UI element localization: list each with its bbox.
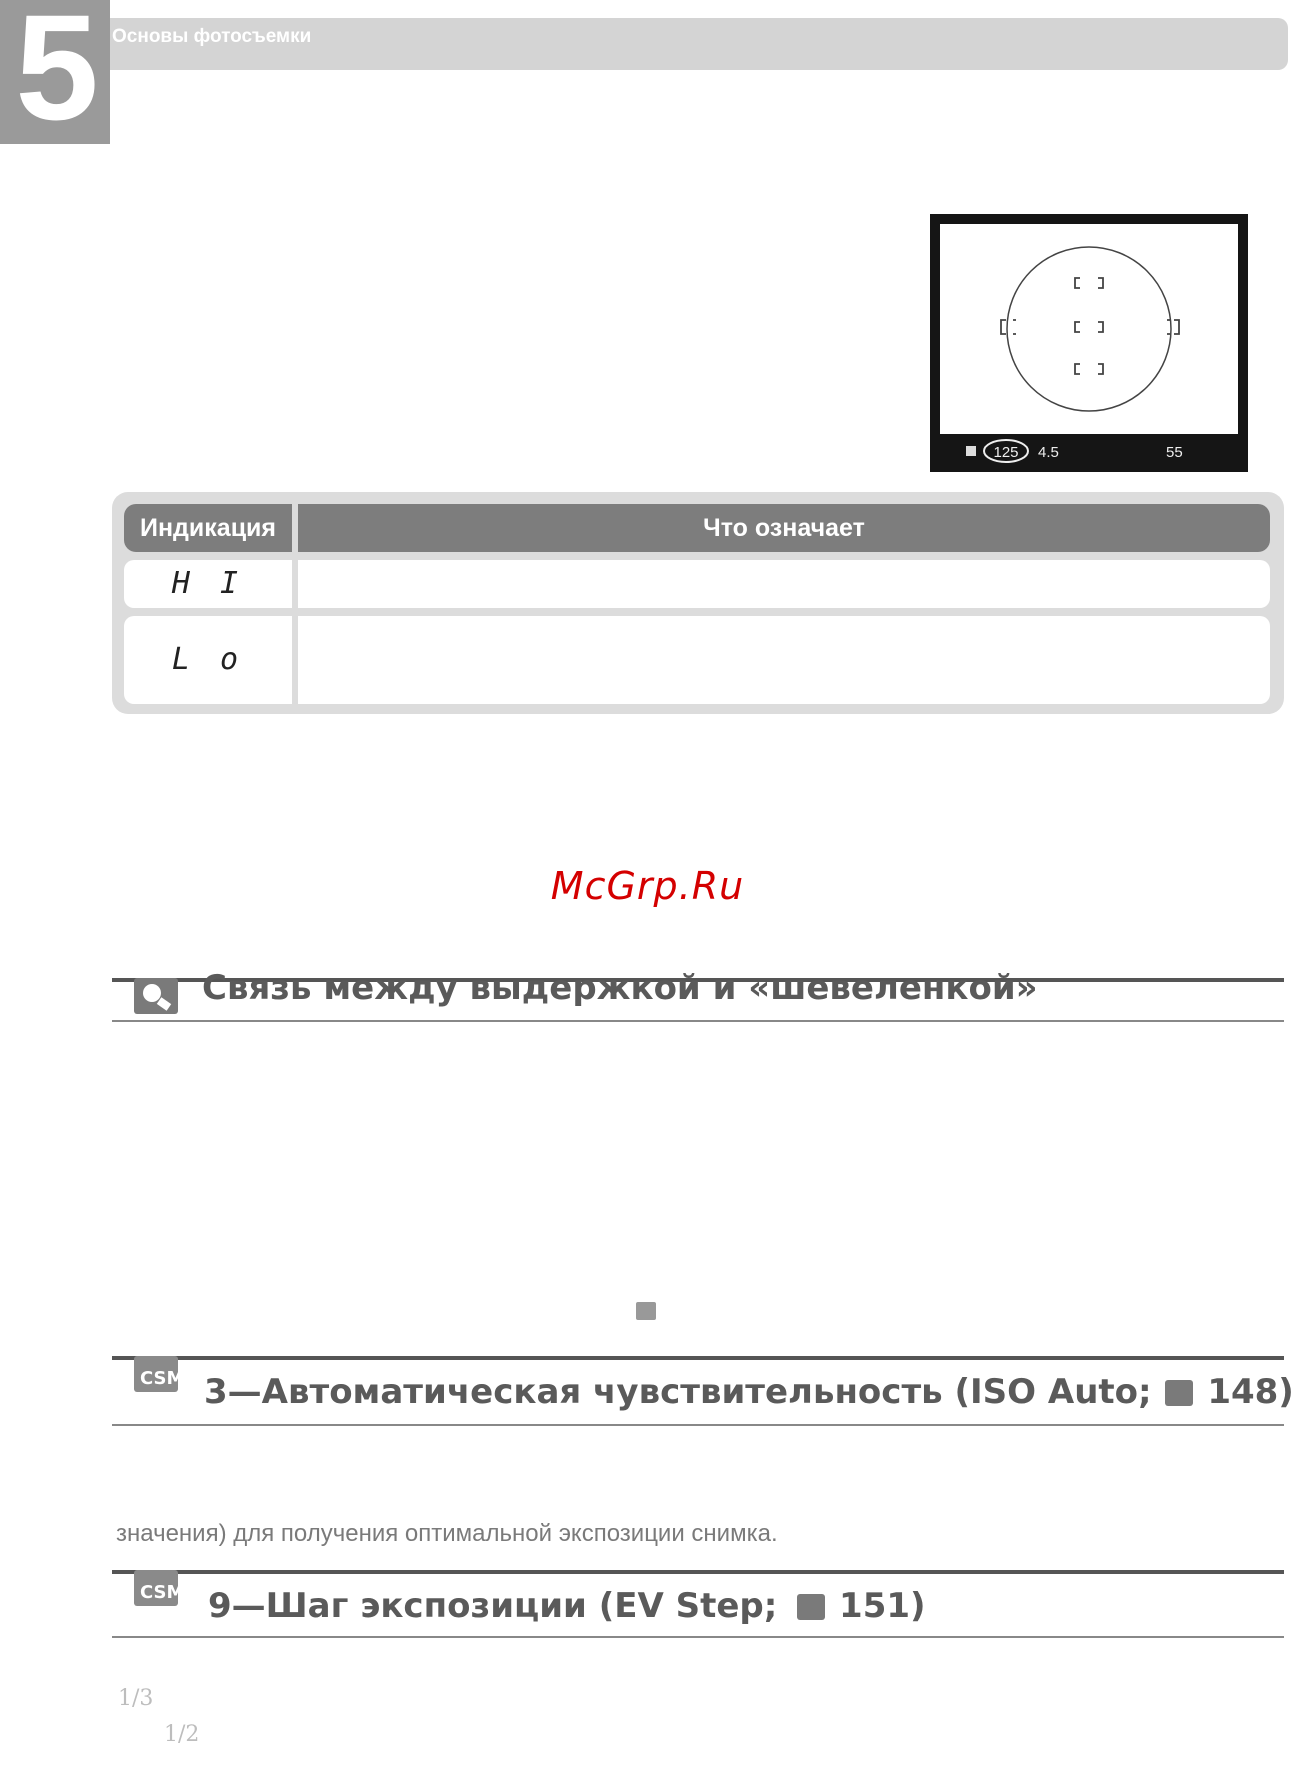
shutter-readout: 125: [993, 444, 1019, 461]
fraction-one-third: 1/3: [118, 1686, 154, 1711]
page-ref-icon: [1165, 1380, 1193, 1406]
watermark: McGrp.Ru: [550, 864, 745, 908]
table-header-meaning: Что означает: [298, 504, 1270, 552]
section-rule-bottom: [112, 1636, 1284, 1638]
tip-icon: [134, 978, 178, 1014]
table-row: [124, 616, 292, 704]
page-ref-icon: [636, 1302, 656, 1320]
table-cell-meaning: [298, 560, 1270, 608]
table-row: [124, 560, 292, 608]
aperture-readout: 4.5: [1038, 444, 1059, 461]
viewfinder-illustration: [930, 214, 1248, 472]
indicator-hi: H I: [171, 566, 245, 601]
table-header-indicator: Индикация: [124, 504, 292, 552]
frame-count-readout: 55: [1166, 444, 1183, 461]
section-title-iso-auto: 3—Автоматическая чувствительность (ISO Auto; 148): [204, 1372, 1294, 1412]
section-rule-top: [112, 1570, 1284, 1574]
section-rule-bottom: [112, 1424, 1284, 1426]
page-ref-icon: [797, 1594, 825, 1620]
svg-text:CSM: CSM: [140, 1582, 185, 1603]
iso-auto-body-line: значения) для получения оптимальной экспозиции снимка.: [116, 1520, 778, 1547]
indicator-lo: L o: [171, 642, 245, 677]
section-rule-top: [112, 1356, 1284, 1360]
fraction-one-half: 1/2: [164, 1722, 200, 1747]
chapter-title: Основы фотосъемки: [112, 26, 312, 47]
section-title-shutter-blur: Связь между выдержкой и «шевеленкой»: [202, 968, 1038, 1008]
csm-icon: [134, 1570, 185, 1606]
section-title-ev-step: 9—Шаг экспозиции (EV Step; 151): [208, 1586, 926, 1626]
csm-icon: [134, 1356, 185, 1392]
svg-text:CSM: CSM: [140, 1368, 185, 1389]
table-cell-meaning: [298, 616, 1270, 704]
section-rule-bottom: [112, 1020, 1284, 1022]
chapter-number: 5: [15, 0, 95, 151]
